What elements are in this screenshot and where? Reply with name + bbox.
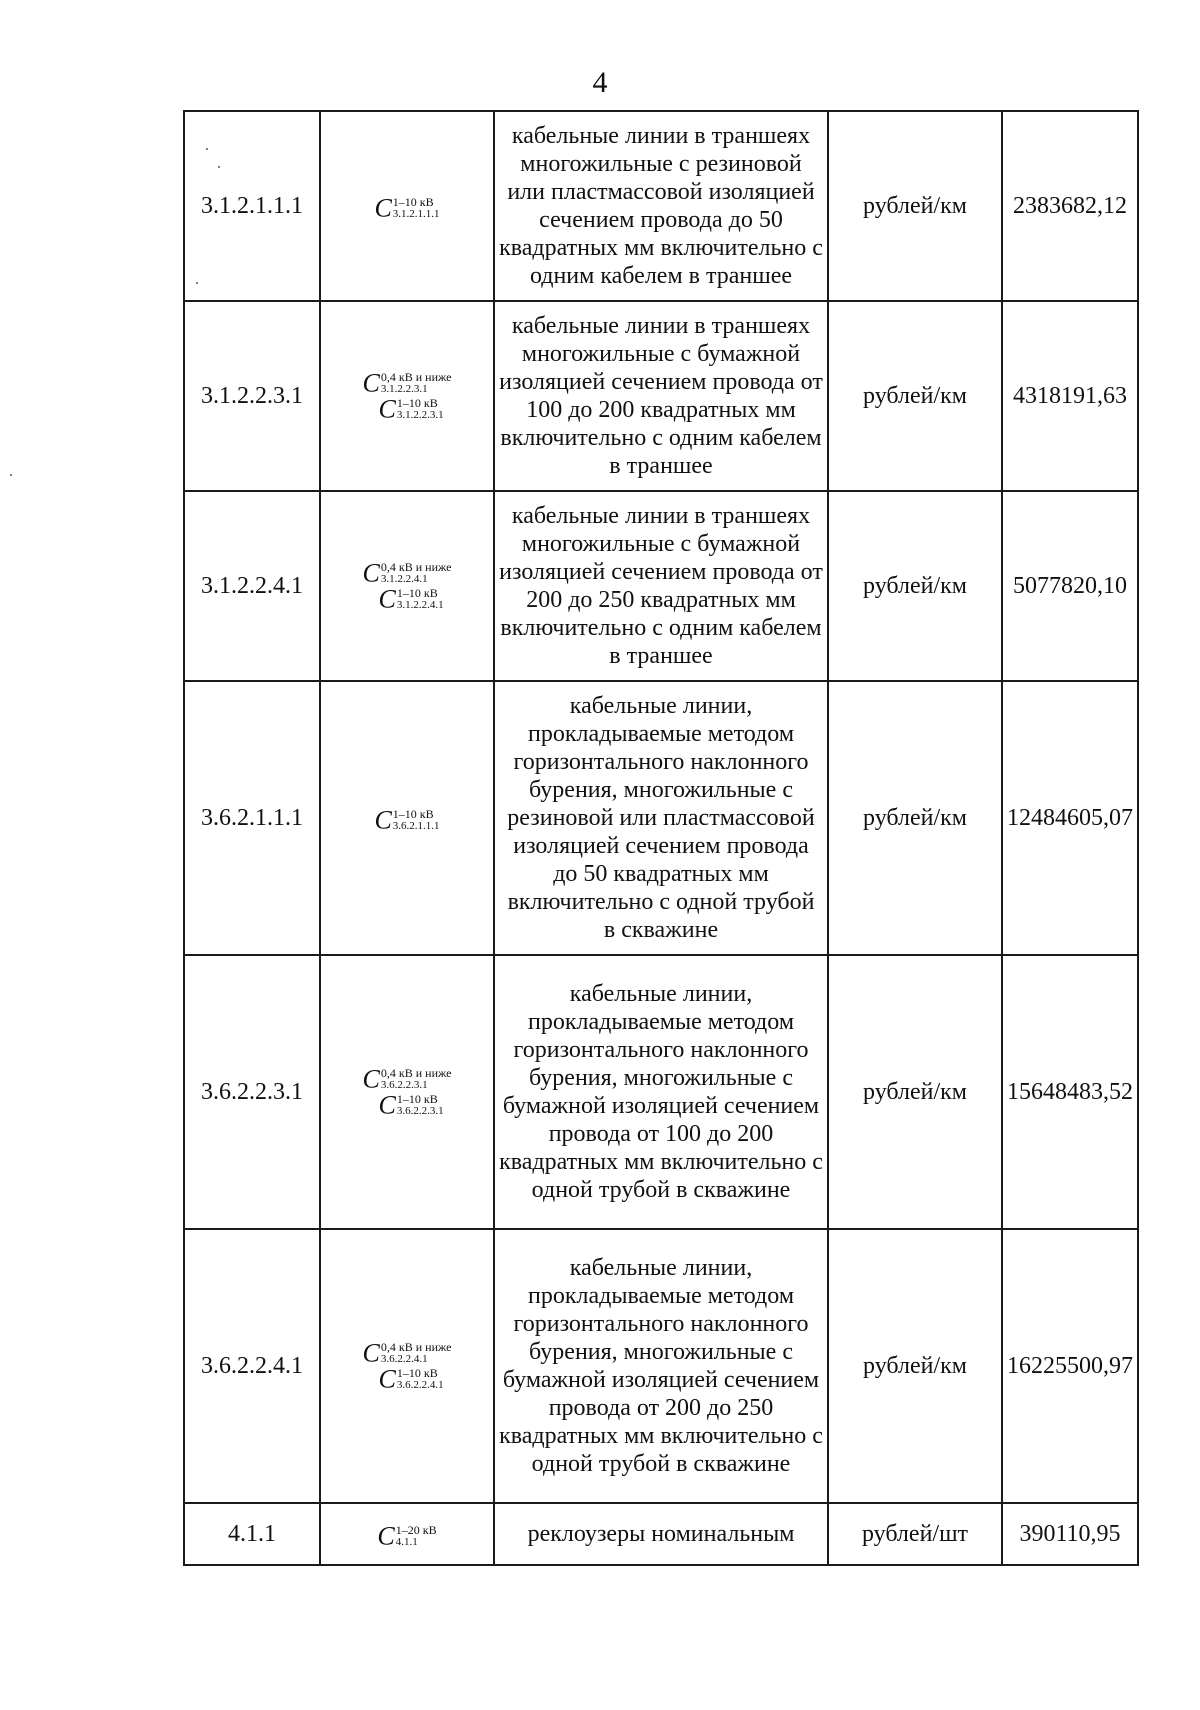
row-description: кабельные линии, прокладываемые методом горизонтального наклонного бурения, многожильные с бумажной изоляцией сечением провода от 200 до 250 квадратных мм включительно с одной трубой в скважине	[494, 1229, 828, 1503]
row-description: кабельные линии в траншеях многожильные с резиновой или пластмассовой изоляцией сечением провода до 50 квадратных мм включительно с одним кабелем в траншее	[494, 111, 828, 301]
formula-voltage: 1–10 кВ	[392, 807, 434, 821]
table-row	[184, 681, 1138, 955]
formula-voltage: 0,4 кВ и ниже	[380, 1340, 452, 1354]
row-unit: рублей/км	[828, 955, 1002, 1229]
row-unit: рублей/шт	[828, 1503, 1002, 1565]
cost-formula	[374, 194, 439, 222]
cost-formula	[377, 1522, 436, 1550]
row-code: 3.6.2.2.4.1	[184, 1229, 320, 1503]
formula-index: 4.1.1	[395, 1536, 418, 1548]
formula-line: C 1–10 кВ 3.6.2.2.4.1	[378, 1364, 444, 1394]
row-unit: рублей/км	[828, 491, 1002, 681]
row-value: 15648483,52	[1002, 955, 1138, 1229]
cost-formula	[363, 369, 452, 423]
cost-formula	[374, 806, 439, 834]
formula-voltage: 0,4 кВ и ниже	[380, 1066, 452, 1080]
cost-formula	[363, 559, 452, 613]
formula-line: C 0,4 кВ и ниже 3.6.2.2.3.1	[362, 1064, 452, 1094]
row-unit: рублей/км	[828, 111, 1002, 301]
table-row	[184, 301, 1138, 491]
scan-speck	[10, 474, 12, 476]
table-row	[184, 955, 1138, 1229]
formula-voltage: 1–10 кВ	[396, 396, 438, 410]
row-code: 4.1.1	[184, 1503, 320, 1565]
cost-formula	[363, 1065, 452, 1119]
formula-line: C 1–10 кВ 3.1.2.2.3.1	[378, 394, 444, 424]
formula-index: 3.1.2.1.1.1	[392, 208, 440, 220]
formula-voltage: 0,4 кВ и ниже	[380, 370, 452, 384]
formula-index: 3.6.2.2.3.1	[380, 1079, 428, 1091]
row-formula	[320, 491, 494, 681]
formula-index: 3.6.2.1.1.1	[392, 820, 440, 832]
formula-index: 3.6.2.2.3.1	[396, 1105, 444, 1117]
row-formula	[320, 955, 494, 1229]
cost-formula	[363, 1339, 452, 1393]
formula-voltage: 1–10 кВ	[396, 1366, 438, 1380]
formula-index: 3.1.2.2.4.1	[396, 599, 444, 611]
formula-line: C 1–10 кВ 3.1.2.2.4.1	[378, 584, 444, 614]
formula-line: C 1–20 кВ 4.1.1	[377, 1521, 437, 1551]
row-code: 3.6.2.1.1.1	[184, 681, 320, 955]
formula-line: C 0,4 кВ и ниже 3.1.2.2.3.1	[362, 368, 452, 398]
row-value: 16225500,97	[1002, 1229, 1138, 1503]
formula-voltage: 1–10 кВ	[392, 195, 434, 209]
row-description: реклоузеры номинальным	[494, 1503, 828, 1565]
row-value: 2383682,12	[1002, 111, 1138, 301]
row-description: кабельные линии в траншеях многожильные с бумажной изоляцией сечением провода от 100 до 200 квадратных мм включительно с одним кабелем в траншее	[494, 301, 828, 491]
row-code: 3.1.2.2.4.1	[184, 491, 320, 681]
formula-voltage: 0,4 кВ и ниже	[380, 560, 452, 574]
row-formula	[320, 681, 494, 955]
formula-line: C 1–10 кВ 3.6.2.1.1.1	[374, 805, 440, 835]
formula-index: 3.1.2.2.3.1	[396, 409, 444, 421]
formula-index: 3.1.2.2.4.1	[380, 573, 428, 585]
formula-line: C 0,4 кВ и ниже 3.6.2.2.4.1	[362, 1338, 452, 1368]
row-formula	[320, 301, 494, 491]
formula-index: 3.6.2.2.4.1	[396, 1379, 444, 1391]
formula-voltage: 1–10 кВ	[396, 586, 438, 600]
row-code: 3.1.2.1.1.1	[184, 111, 320, 301]
row-formula	[320, 1229, 494, 1503]
formula-line: C 1–10 кВ 3.6.2.2.3.1	[378, 1090, 444, 1120]
formula-index: 3.1.2.2.3.1	[380, 383, 428, 395]
row-formula	[320, 1503, 494, 1565]
row-value: 390110,95	[1002, 1503, 1138, 1565]
table-row	[184, 491, 1138, 681]
formula-voltage: 1–10 кВ	[396, 1092, 438, 1106]
rates-table	[183, 110, 1139, 1566]
formula-line: C 0,4 кВ и ниже 3.1.2.2.4.1	[362, 558, 452, 588]
formula-voltage: 1–20 кВ	[395, 1523, 437, 1537]
row-value: 12484605,07	[1002, 681, 1138, 955]
table-row	[184, 1229, 1138, 1503]
row-code: 3.1.2.2.3.1	[184, 301, 320, 491]
row-value: 5077820,10	[1002, 491, 1138, 681]
formula-line: C 1–10 кВ 3.1.2.1.1.1	[374, 193, 440, 223]
table-row	[184, 111, 1138, 301]
row-unit: рублей/км	[828, 681, 1002, 955]
row-unit: рублей/км	[828, 1229, 1002, 1503]
row-unit: рублей/км	[828, 301, 1002, 491]
row-code: 3.6.2.2.3.1	[184, 955, 320, 1229]
table-row	[184, 1503, 1138, 1565]
formula-index: 3.6.2.2.4.1	[380, 1353, 428, 1365]
row-description: кабельные линии в траншеях многожильные с бумажной изоляцией сечением провода от 200 до 250 квадратных мм включительно с одним кабелем в траншее	[494, 491, 828, 681]
row-description: кабельные линии, прокладываемые методом горизонтального наклонного бурения, многожильные с бумажной изоляцией сечением провода от 100 до 200 квадратных мм включительно с одной трубой в скважине	[494, 955, 828, 1229]
row-value: 4318191,63	[1002, 301, 1138, 491]
page-number: 4	[592, 66, 608, 99]
row-description: кабельные линии, прокладываемые методом горизонтального наклонного бурения, многожильные с резиновой или пластмассовой изоляцией сечением провода до 50 квадратных мм включительно с одной трубой в скважине	[494, 681, 828, 955]
row-formula	[320, 111, 494, 301]
